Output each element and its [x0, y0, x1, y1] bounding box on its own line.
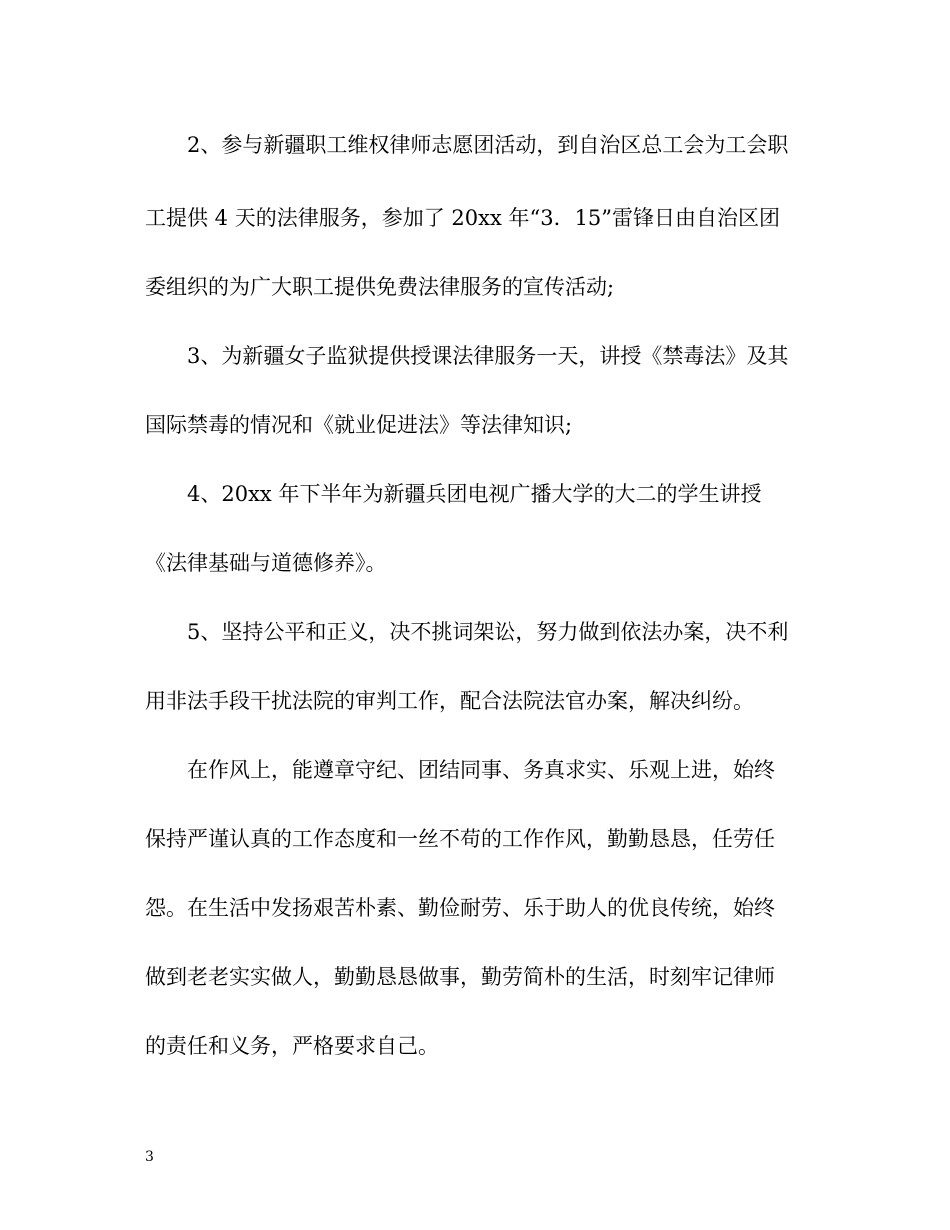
body-text-line: 怨。在生活中发扬艰苦朴素、勤俭耐劳、乐于助人的优良传统，始终: [145, 896, 775, 920]
body-text-line: 《法律基础与道德修养》。: [145, 551, 387, 575]
page-number: 3: [145, 1149, 154, 1165]
body-text-line: 保持严谨认真的工作态度和一丝不苟的工作作风，勤勤恳恳，任劳任: [145, 827, 775, 851]
body-text-line: 3、为新疆女子监狱提供授课法律服务一天，讲授《禁毒法》及其: [187, 344, 789, 368]
body-text-line: 2、参与新疆职工维权律师志愿团活动，到自治区总工会为工会职: [187, 133, 789, 157]
body-text-line: 的责任和义务，严格要求自己。: [145, 1034, 439, 1058]
body-text-line: 国际禁毒的情况和《就业促进法》等法律知识;: [145, 413, 573, 437]
body-text-line: 用非法手段干扰法院的审判工作，配合法院法官办案，解决纠纷。: [145, 689, 754, 713]
body-text-line: 工提供 4 天的法律服务，参加了 20xx 年“3．15”雷锋日由自治区团: [145, 206, 781, 230]
body-text-line: 做到老老实实做人，勤勤恳恳做事，勤劳简朴的生活，时刻牢记律师: [145, 965, 775, 989]
body-text-line: 4、20xx 年下半年为新疆兵团电视广播大学的大二的学生讲授: [187, 482, 762, 506]
body-text-line: 在作风上，能遵章守纪、团结同事、务真求实、乐观上进，始终: [187, 758, 775, 782]
body-text-line: 委组织的为广大职工提供免费法律服务的宣传活动;: [145, 275, 615, 299]
body-text-line: 5、坚持公平和正义，决不挑词架讼，努力做到依法办案，决不利: [187, 620, 789, 644]
